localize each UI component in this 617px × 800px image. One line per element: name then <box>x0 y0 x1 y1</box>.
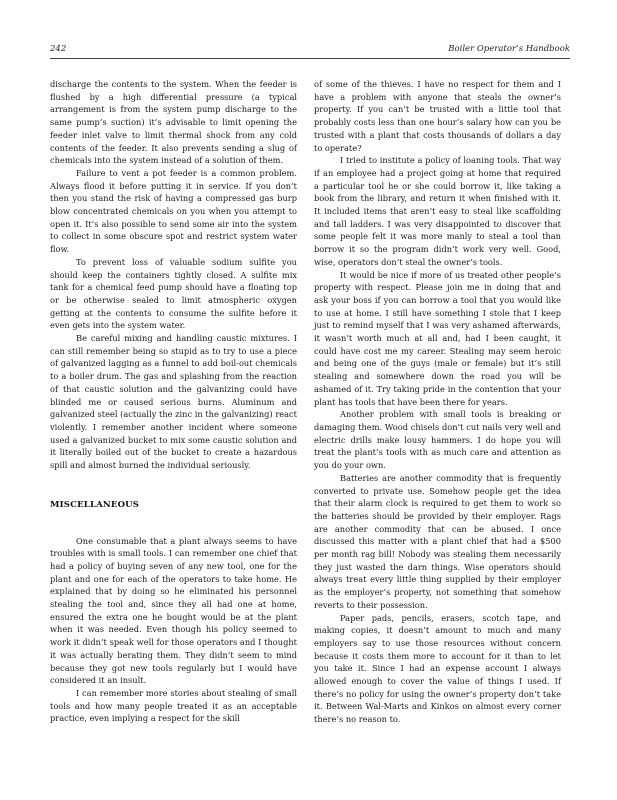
right-column <box>314 78 561 726</box>
paragraph: Failure to vent a pot feeder is a common problem. Always flood it before putting it in service. If you don’t then you stand the risk of having a compressed gas burp blow concentrated chemicals on you when you attempt to open it. It’s also possible to send some air into the system to collect in some obscure spot and restrict system water flow. <box>50 167 297 255</box>
header-rule <box>50 58 570 59</box>
paragraph: Another problem with small tools is breaking or damaging them. Wood chisels don’t cut nails very well and electric drills make lousy hammers. I do hope you will treat the plant’s tools with as much care and attention as you do your own. <box>314 409 561 471</box>
paragraph: Paper pads, pencils, erasers, scotch tape, and making copies, it doesn’t amount to much and many employers say to use those resources without concern because it costs them more to account for it than to let you take it. Since I had an expense account I always allowed enough to cover the value of things I used. If there’s no policy for using the owner’s property don’t take it. Between Wal-Marts and Kinkos on almost every corner there’s no reason to. <box>314 612 561 725</box>
section-heading: MISCELLANEOUS <box>50 499 140 510</box>
page-number: 242 <box>50 44 67 54</box>
paragraph: It would be nice if more of us treated other people’s property with respect. Please join me in doing that and ask your boss if you can borrow a tool that you would like to use at home. I still have something I stole that I keep just to remind myself that I was very ashamed afterwards, it wasn’t worth much at all and, had I been caught, it could have cost me my career. Stealing may seem heroic and being one of the guys (male or female) but it’s still stealing and somewhere down the road you will be ashamed of it. Try taking pride in the contention that your plant has tools that have been there for years. <box>314 269 561 407</box>
paragraph: I can remember more stories about stealing of small tools and how many people treated it as an acceptable practice, even implying a respect for the skill <box>50 687 297 724</box>
paragraph: Batteries are another commodity that is frequently converted to private use. Somehow people get the idea that their alarm clock is required to get them to work so the batteries should be provided by their employer. Rags are another commodity that can be abused. I once discussed this matter with a plant chief that had a $500 per month rag bill! Nobody was stealing them necessarily they just wasted the darn things. Wise operators should always treat every little thing supplied by their employer as the employer’s property, not something that somehow reverts to their possession. <box>314 472 561 610</box>
paragraph: To prevent loss of valuable sodium sulfite you should keep the containers tightly closed. A sulfite mix tank for a chemical feed pump should have a floating top or be otherwise sealed to limit atmospheric oxygen getting at the contents to consume the sulfite before it even gets into the system water. <box>50 256 297 331</box>
paragraph: I tried to institute a policy of loaning tools. That way if an employee had a project going at home that required a particular tool he or she could borrow it, like taking a book from the library, and return it when finished with it. It included items that aren’t easy to steal like scaffolding and tall ladders. I was very disappointed to discover that some people felt it was more manly to steal a tool than borrow it so the program didn’t work very well. Good, wise, operators don’t steal the owner’s tools. <box>314 155 561 267</box>
paragraph: One consumable that a plant always seems to have troubles with is small tools. I can remember one chief that had a policy of buying seven of any new tool, one for the plant and one for each of the operators to take home. He explained that by doing so he eliminated his personnel stealing the tool and, since they all had one at home, ensured the extra one he bought would be at the plant when it was needed. Even though his policy seemed to work it didn’t speak well for those operators and I thought it was actually berating them. They didn’t seem to mind because they got new tools regularly but I would have considered it an insult. <box>50 535 297 686</box>
paragraph: of some of the thieves. I have no respect for them and I have a problem with anyone that steals the owner’s property. If you can’t be trusted with a little tool that probably costs less than one hour’s salary how can you be trusted with a plant that costs thousands of dollars a day to operate? <box>314 79 561 153</box>
paragraph: discharge the contents to the system. When the feeder is flushed by a high differential pressure (a typical arrangement is from the system pump discharge to the same pump’s suction) it’s advisable to limit opening the feeder inlet valve to limit thermal shock from any cold contents of the feeder. It also prevents sending a slug of chemicals into the system instead of a solution of them. <box>50 79 297 166</box>
left-column <box>50 78 297 725</box>
running-title: Boiler Operator’s Handbook <box>448 44 570 54</box>
page-header <box>50 44 570 58</box>
paragraph: Be careful mixing and handling caustic mixtures. I can still remember being so stupid as to try to use a piece of galvanized lagging as a funnel to add boil-out chemicals to a boiler drum. The gas and splashing from the reaction of that caustic solution and the galvanizing could have blinded me or caused serious burns. Aluminum and galvanized steel (actually the zinc in the galvanizing) react violently. I remember another incident where someone used a galvanized bucket to mix some caustic solution and it literally boiled out of the bucket to create a hazardous spill and almost burned the individual seriously. <box>50 333 297 471</box>
